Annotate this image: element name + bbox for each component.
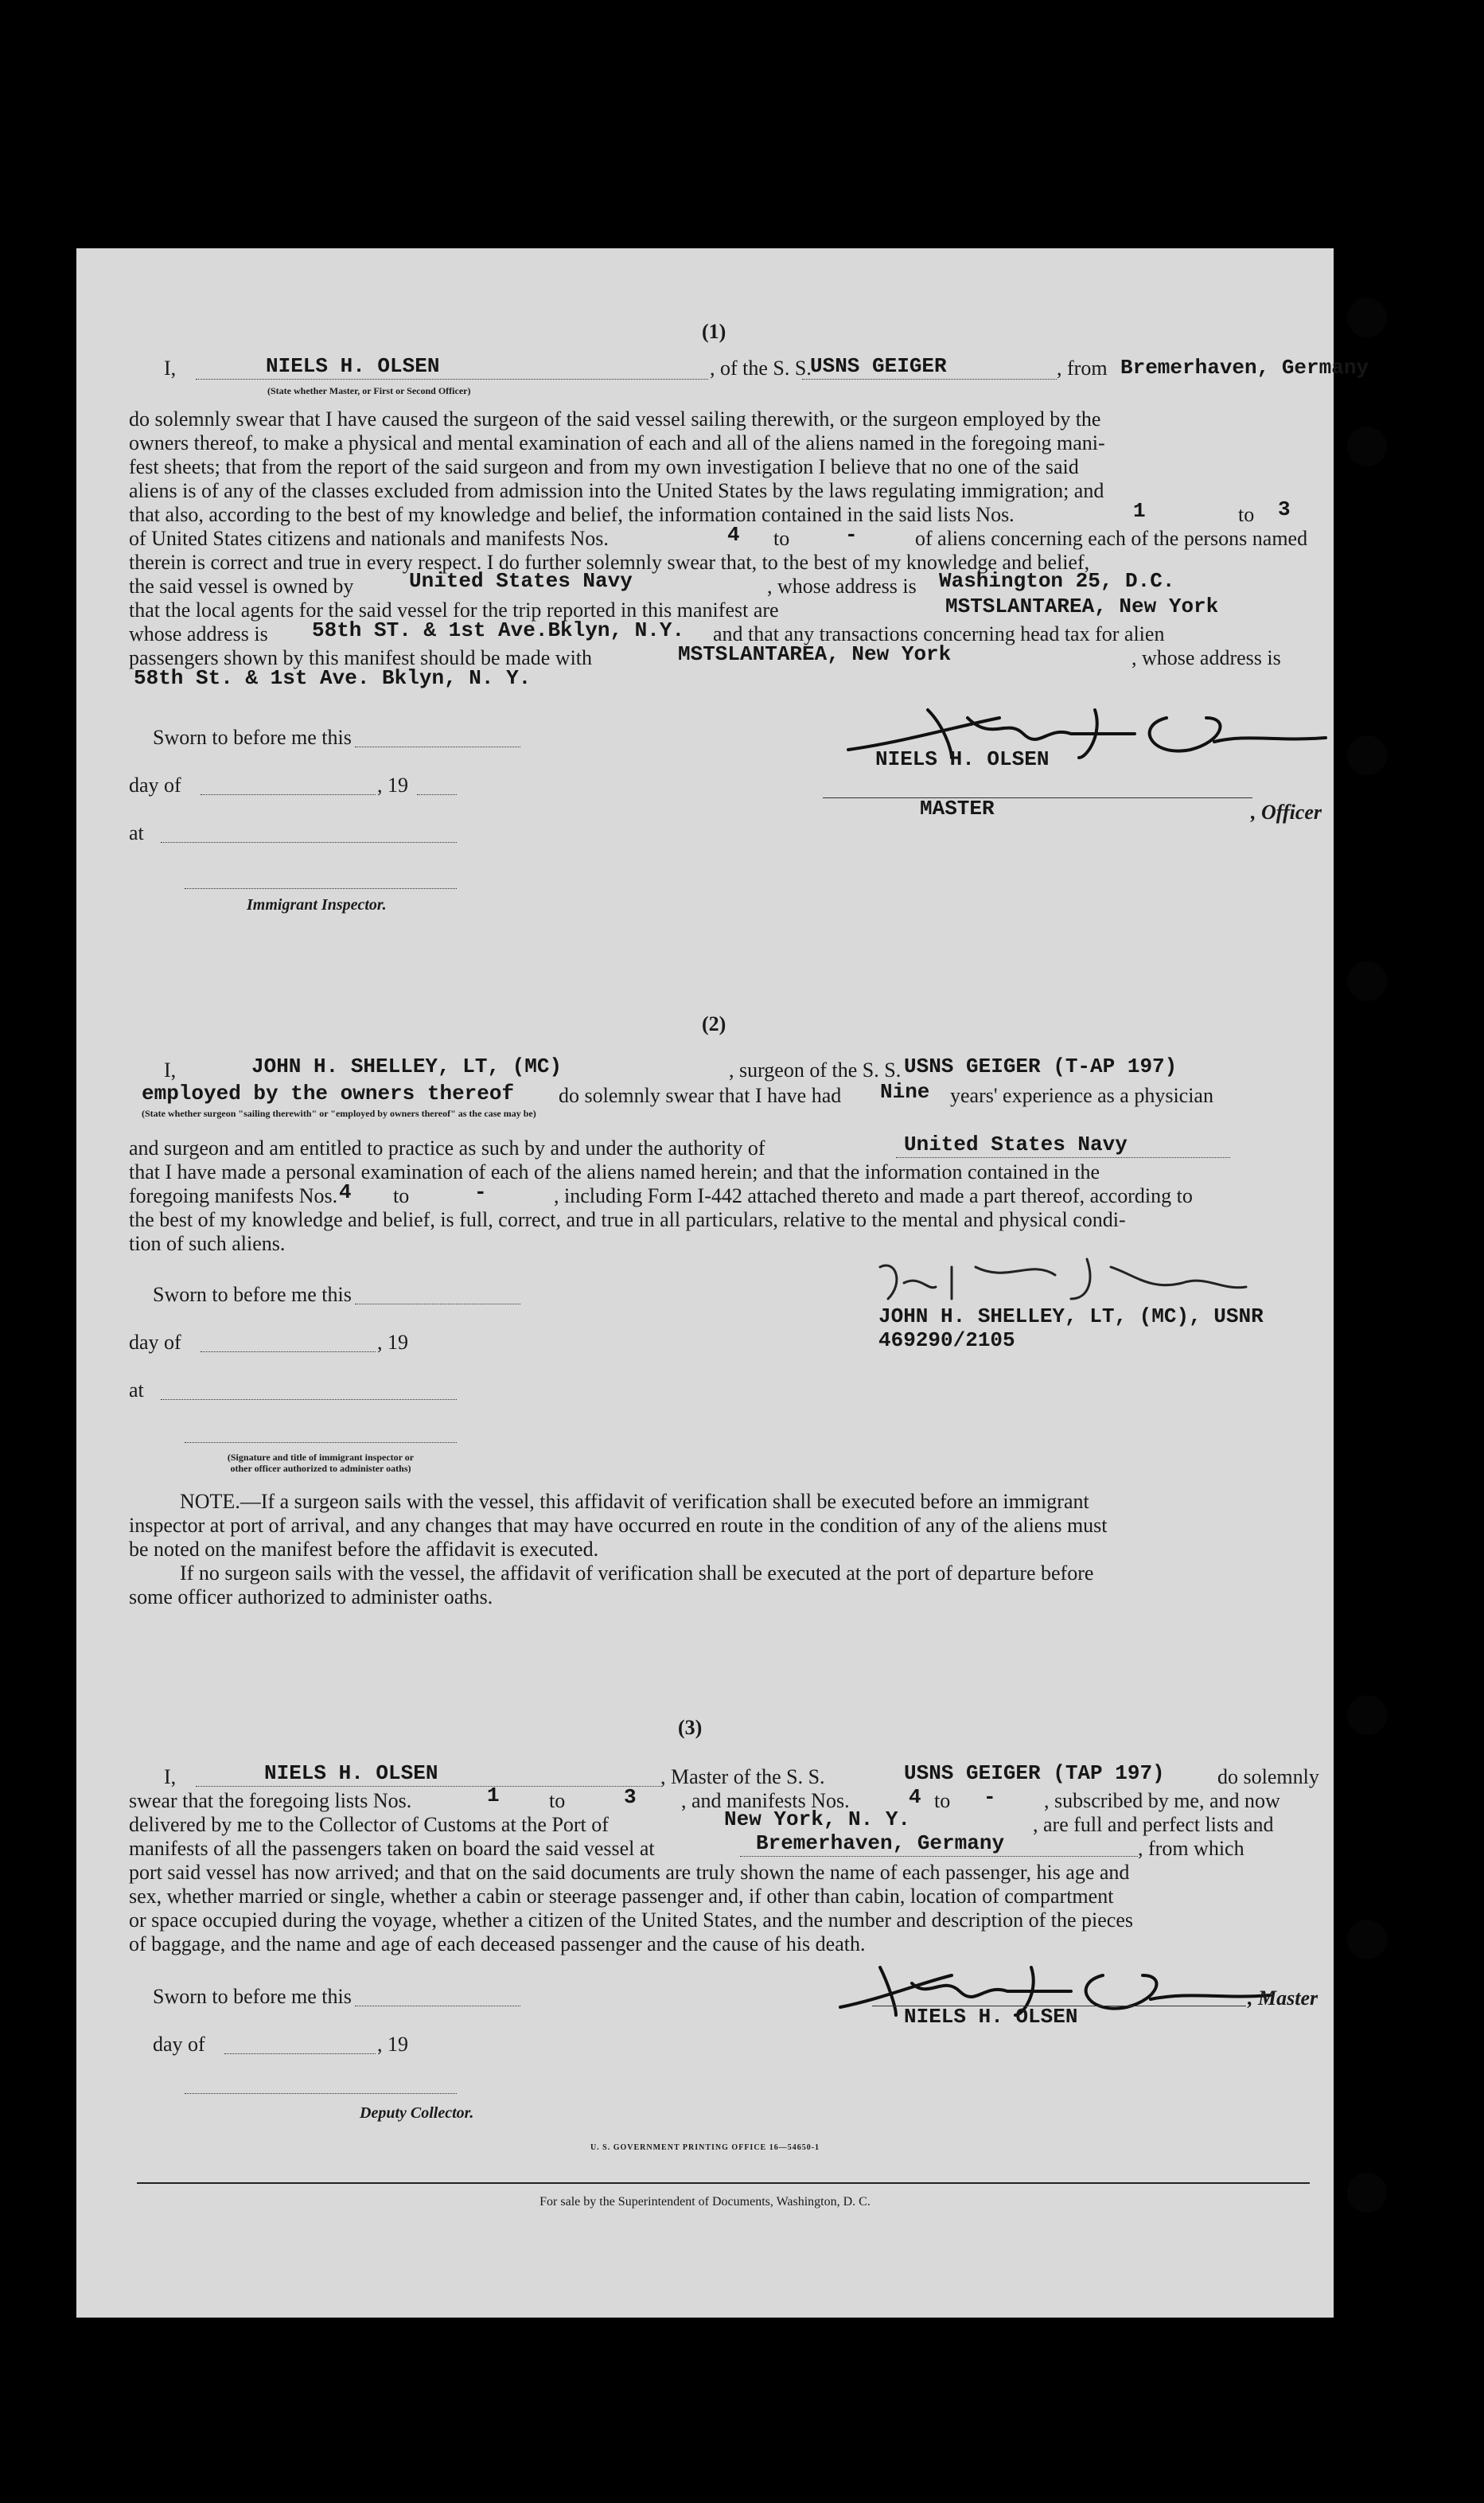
s1-line-11b: , whose address is [1132, 646, 1281, 669]
s1-day-of: day of [129, 774, 181, 797]
s3-lists-to: 3 [624, 1785, 637, 1809]
agents-address-field: 58th ST. & 1st Ave.Bklyn, N.Y. [312, 618, 685, 642]
binder-hole [1347, 735, 1387, 775]
s3-line-1b: do solemnly [1217, 1765, 1319, 1788]
surgeon-of-label: , surgeon of the S. S. [729, 1059, 902, 1082]
s1-signer-name: NIELS H. OLSEN [875, 747, 1050, 771]
s1-day-line [201, 794, 376, 795]
manifest-to-field: - [845, 523, 858, 547]
s3-i-label: I, [164, 1765, 177, 1788]
s3-manifest-from: 4 [909, 1785, 921, 1809]
s2-manifest-from: 4 [339, 1180, 352, 1204]
note-line-4: If no surgeon sails with the vessel, the affidavit of verification shall be executed at the port of departure before [180, 1561, 1094, 1585]
s1-officer-label: , Officer [1251, 801, 1322, 824]
s2-line-2a: and surgeon and am entitled to practice as such by and under the authority of [129, 1136, 765, 1160]
manifest-from-field: 4 [727, 523, 740, 547]
s2-sig-hint-2: other officer authorized to administer oaths) [230, 1463, 411, 1474]
s1-year-line [417, 794, 457, 795]
s2-line-4a: foregoing manifests Nos. [129, 1184, 338, 1207]
s3-signer-name: NIELS H. OLSEN [904, 2005, 1078, 2029]
s3-master-name: NIELS H. OLSEN [264, 1761, 438, 1785]
s3-line-5: port said vessel has now arrived; and that on the said documents are truly shown the name of each passenger, his age and [129, 1861, 1130, 1884]
s3-line-3a: delivered by me to the Collector of Customs at the Port of [129, 1813, 609, 1836]
section-2-number: (2) [702, 1012, 726, 1035]
s3-day-line [224, 2053, 376, 2054]
note-line-2: inspector at port of arrival, and any changes that may have occurred en route in the condition of any of the aliens must [129, 1514, 1108, 1537]
s1-line-8b: , whose address is [767, 575, 917, 598]
s2-manifest-to: - [474, 1180, 487, 1204]
section-3-number: (3) [678, 1716, 703, 1739]
manifest-to-label: to [773, 527, 790, 550]
s2-hint: (State whether surgeon "sailing therewith" or "employed by owners thereof" as the case may be) [142, 1108, 536, 1119]
surgeon-name-field: JOHN H. SHELLEY, LT, (MC) [251, 1055, 563, 1078]
s1-line-11a: passengers shown by this manifest should be made with [129, 646, 593, 669]
s1-signer-title: MASTER [920, 797, 995, 821]
vessel-field: USNS GEIGER [810, 354, 947, 378]
s1-line-1: do solemnly swear that I have caused the surgeon of the said vessel sailing therewith, or the surgeon employed by the [129, 407, 1101, 431]
s3-collector: Deputy Collector. [360, 2104, 474, 2122]
s3-line-2c: , subscribed by me, and now [1044, 1789, 1280, 1812]
s1-line-8a: the said vessel is owned by [129, 575, 354, 598]
lists-to-field: 3 [1278, 497, 1291, 521]
lists-to-label: to [1238, 503, 1255, 526]
s3-line-2b: , and manifests Nos. [681, 1789, 850, 1812]
binder-hole [1347, 2173, 1387, 2213]
owner-field: United States Navy [409, 569, 633, 593]
binder-hole [1347, 427, 1387, 466]
s1-line-10b: and that any transactions concerning head tax for alien [713, 622, 1165, 645]
s2-signer-id: 469290/2105 [878, 1328, 1015, 1352]
master-name-field: NIELS H. OLSEN [266, 354, 440, 378]
agents-field: MSTSLANTAREA, New York [945, 595, 1219, 618]
s3-collector-line [185, 2093, 457, 2094]
s3-line-8: of baggage, and the name and age of each deceased passenger and the cause of his death. [129, 1932, 866, 1955]
s2-line-1c: years' experience as a physician [950, 1084, 1213, 1107]
authority-line [896, 1157, 1230, 1158]
s3-master-line [196, 1786, 660, 1787]
s2-at-line [161, 1399, 457, 1400]
s3-line-6: sex, whether married or single, whether a cabin or steerage passenger and, if other than cabin, location of compartment [129, 1885, 1114, 1908]
surgeon-signature [848, 1243, 1294, 1307]
s3-vessel: USNS GEIGER (TAP 197) [904, 1761, 1165, 1785]
s1-inspector: Immigrant Inspector. [247, 896, 387, 914]
s3-to-label-2: to [934, 1789, 951, 1812]
years-field: Nine [880, 1080, 930, 1104]
section-1-number: (1) [702, 320, 726, 343]
s3-boarded-at: Bremerhaven, Germany [756, 1831, 1005, 1855]
affidavit-page [76, 248, 1369, 2318]
s3-line-7: or space occupied during the voyage, whether a citizen of the United States, and the number and description of the pieces [129, 1908, 1134, 1932]
s1-line-4: aliens is of any of the classes excluded from admission into the United States by the laws regulating immigration; and [129, 479, 1104, 502]
s1-at: at [129, 821, 144, 844]
s1-line-10a: whose address is [129, 622, 268, 645]
sale-line: For sale by the Superintendent of Documents, Washington, D. C. [539, 2195, 871, 2209]
s3-year: , 19 [377, 2033, 408, 2056]
s1-inspector-line [185, 888, 457, 889]
employed-field: employed by the owners thereof [142, 1082, 515, 1105]
s3-master-of: , Master of the S. S. [660, 1765, 825, 1788]
s2-signer-name: JOHN H. SHELLEY, LT, (MC), USNR [878, 1304, 1264, 1328]
s3-lists-from: 1 [487, 1784, 500, 1807]
s3-boarded-line [740, 1856, 1138, 1857]
s2-vessel-field: USNS GEIGER (T-AP 197) [904, 1055, 1178, 1078]
tax-address-field: 58th St. & 1st Ave. Bklyn, N. Y. [134, 666, 532, 690]
master-name-line [196, 379, 708, 380]
s3-manifest-to: - [983, 1785, 996, 1809]
s1-sworn: Sworn to before me this [153, 726, 352, 749]
s2-line-1b: do solemnly swear that I have had [559, 1084, 842, 1107]
port-from-field: Bremerhaven, Germany [1120, 356, 1369, 380]
s2-sworn: Sworn to before me this [153, 1283, 352, 1306]
s3-port: New York, N. Y. [724, 1807, 911, 1831]
s1-at-line [161, 842, 457, 843]
footer-rule [137, 2182, 1310, 2184]
s2-at: at [129, 1378, 144, 1402]
s2-sig-line [185, 1442, 457, 1443]
s1-line-5: that also, according to the best of my knowledge and belief, the information contained in the said lists Nos. [129, 503, 1015, 526]
s2-line-6: tion of such aliens. [129, 1232, 286, 1255]
binder-hole [1347, 1695, 1387, 1735]
s1-line-2: owners thereof, to make a physical and mental examination of each and all of the aliens named in the foregoing mani- [129, 431, 1105, 454]
binder-hole [1347, 961, 1387, 1001]
i-label: I, [164, 357, 177, 380]
s1-year: , 19 [377, 774, 408, 797]
from-label: , from [1057, 357, 1108, 380]
s1-line-3: fest sheets; that from the report of the said surgeon and from my own investigation I believe that no one of the said [129, 455, 1079, 478]
note-line-3: be noted on the manifest before the affidavit is executed. [129, 1538, 599, 1561]
s3-line-2a: swear that the foregoing lists Nos. [129, 1789, 412, 1812]
owner-address-field: Washington 25, D.C. [939, 569, 1175, 593]
s1-line-6a: of United States citizens and nationals and manifests Nos. [129, 527, 609, 550]
s2-sig-hint-1: (Signature and title of immigrant inspector or [227, 1452, 415, 1463]
s1-signer-line [823, 797, 1252, 798]
s2-day-line [201, 1351, 376, 1352]
s2-line-5: the best of my knowledge and belief, is full, correct, and true in all particulars, relative to the mental and physical condi- [129, 1208, 1126, 1231]
s1-line-6b: of aliens concerning each of the persons named [915, 527, 1308, 550]
of-ss-label: , of the S. S. [710, 357, 812, 380]
s2-day-of: day of [129, 1331, 181, 1354]
s2-line-3: that I have made a personal examination of each of the aliens named herein; and that the information contained in the [129, 1160, 1100, 1183]
s3-day-of: day of [153, 2033, 205, 2056]
binder-hole [1347, 298, 1387, 337]
tax-agent-field: MSTSLANTAREA, New York [678, 642, 952, 666]
s3-master-label: , Master [1248, 1986, 1318, 2010]
master-hint: (State whether Master, or First or Second Officer) [267, 385, 471, 396]
s3-to-label-1: to [549, 1789, 566, 1812]
s2-i-label: I, [164, 1059, 177, 1082]
authority-field: United States Navy [904, 1133, 1128, 1156]
vessel-line [802, 379, 1057, 380]
note-line-1: NOTE.—If a surgeon sails with the vessel, this affidavit of verification shall be executed before an immigrant [180, 1490, 1089, 1513]
binder-hole [1347, 1920, 1387, 1959]
note-line-5: some officer authorized to administer oaths. [129, 1585, 493, 1608]
lists-from-field: 1 [1133, 499, 1146, 523]
s2-year: , 19 [377, 1331, 408, 1354]
s3-sworn: Sworn to before me this [153, 1985, 352, 2008]
s3-line-4a: manifests of all the passengers taken on board the said vessel at [129, 1837, 655, 1860]
s3-line-4b: , from which [1138, 1837, 1244, 1860]
s2-to-label: to [393, 1184, 410, 1207]
s1-line-7: therein is correct and true in every respect. I do further solemnly swear that, to the best of my knowledge and belief, [129, 551, 1090, 574]
s1-line-9a: that the local agents for the said vessel for the trip reported in this manifest are [129, 598, 779, 622]
s3-line-3b: , are full and perfect lists and [1033, 1813, 1274, 1836]
gpo-line: U. S. GOVERNMENT PRINTING OFFICE 16—54650-1 [590, 2143, 820, 2152]
s2-line-4b: , including Form I-442 attached thereto and made a part thereof, according to [554, 1184, 1193, 1207]
